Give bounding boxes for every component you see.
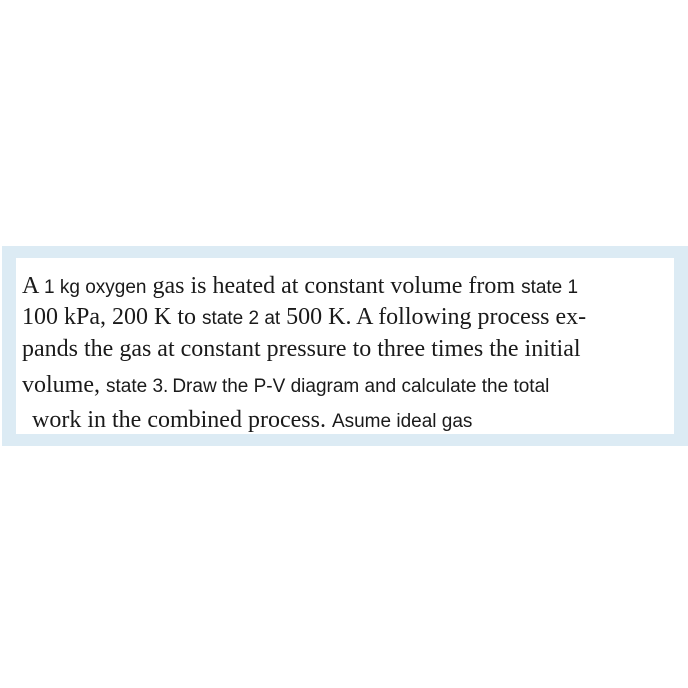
problem-line-2	[22, 305, 586, 329]
problem-line-1	[22, 274, 578, 298]
text-segment: Draw the P-V diagram and calculate the total	[172, 376, 550, 397]
text-segment: ,	[94, 372, 106, 398]
text-segment: Asume ideal gas	[331, 411, 473, 432]
problem-frame	[2, 246, 688, 446]
text-segment: .	[319, 407, 332, 433]
text-segment: A	[22, 273, 45, 299]
text-segment: pands the gas at constant pressure to three times the initial	[22, 336, 581, 362]
text-segment: state 3.	[106, 376, 169, 397]
text-segment: state 2 at	[202, 308, 281, 329]
text-segment: 1 kg oxygen	[44, 277, 147, 298]
text-segment: work in the combined process	[32, 407, 320, 433]
problem-line-5	[32, 408, 472, 432]
text-segment: 100 kPa, 200 K to	[22, 304, 202, 330]
problem-line-4	[22, 373, 549, 397]
text-segment: volume	[22, 372, 94, 398]
problem-card	[16, 258, 674, 434]
text-segment: gas is heated at constant volume from	[146, 273, 522, 299]
text-segment: state 1	[521, 277, 579, 298]
problem-line-3	[22, 337, 581, 361]
text-segment: 500 K. A following process ex-	[280, 304, 587, 330]
